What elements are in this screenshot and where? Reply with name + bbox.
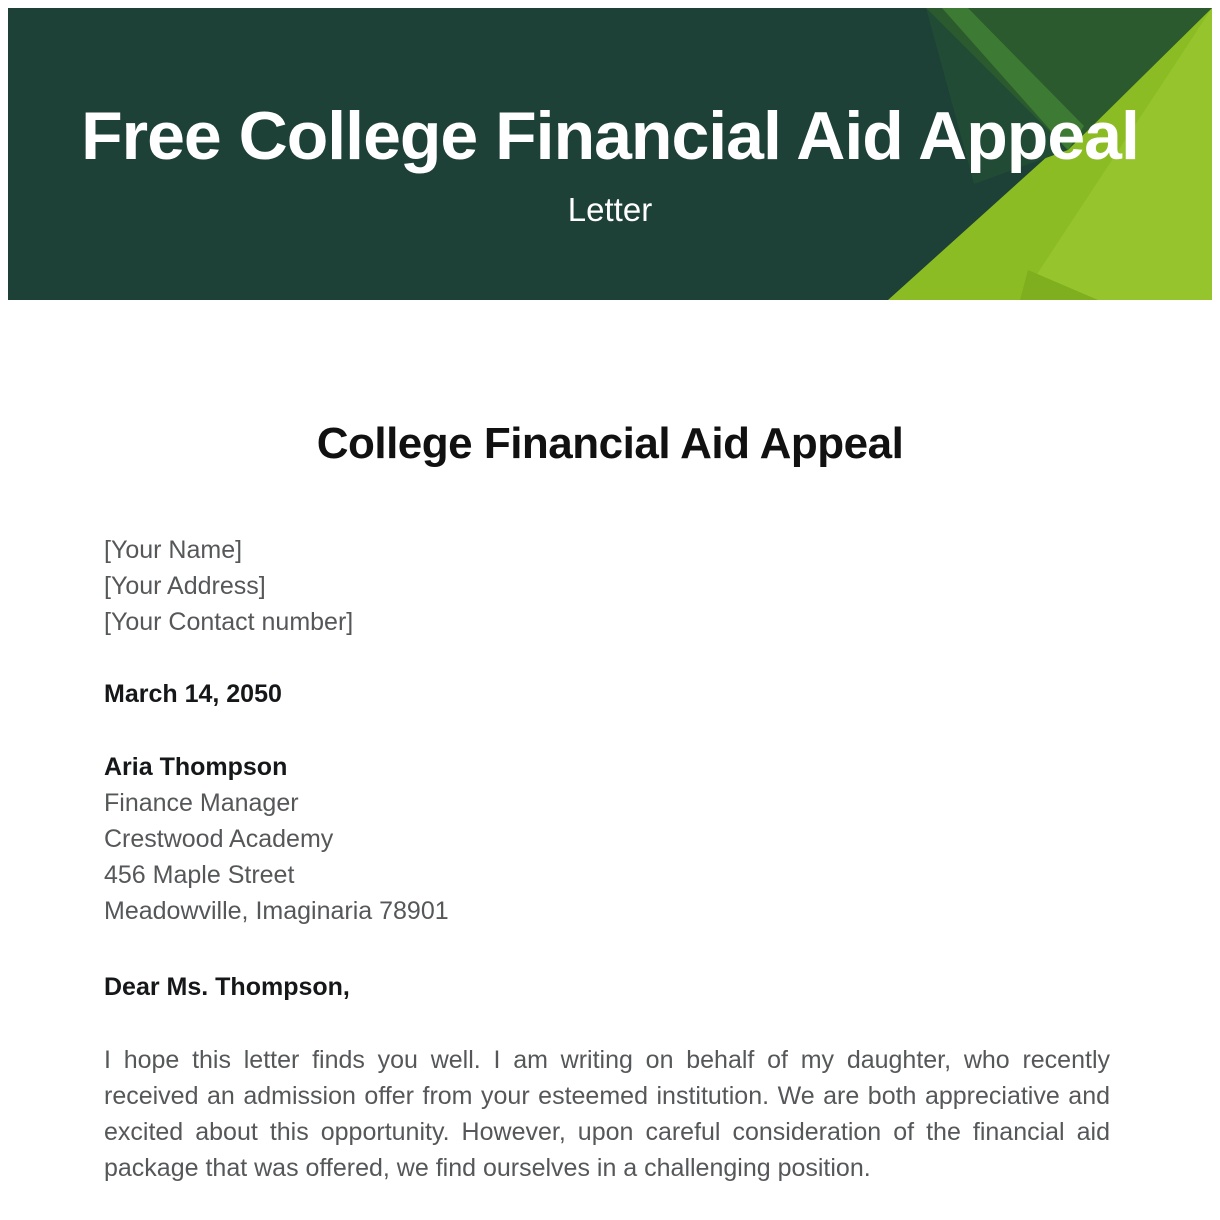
salutation: Dear Ms. Thompson, (104, 973, 350, 1001)
banner-subtitle: Letter (567, 191, 653, 228)
recipient-organization: Crestwood Academy (104, 825, 334, 853)
recipient-city-state-zip: Meadowville, Imaginaria 78901 (104, 897, 449, 925)
body-paragraph-1: I hope this letter finds you well. I am writing on behalf of my daughter, who recently received an admission offer from your esteemed institution. We are both appreciative and excited about this opportunity. However, upon careful consideration of the financial aid package that was offered, we find ourselves in a challenging position. (104, 1046, 1110, 1182)
sender-address-line: [Your Address] (104, 572, 266, 600)
document-title: College Financial Aid Appeal (316, 419, 904, 468)
letter-date-block (104, 676, 1116, 712)
sender-contact-line: [Your Contact number] (104, 608, 354, 636)
header-banner (8, 8, 1212, 300)
sender-name-line: [Your Name] (104, 536, 243, 564)
recipient-street: 456 Maple Street (104, 861, 295, 889)
recipient-name: Aria Thompson (104, 753, 288, 781)
letter-date: March 14, 2050 (104, 680, 282, 708)
salutation-block (104, 969, 1116, 1005)
letter-document (0, 300, 1220, 1211)
banner-title: Free College Financial Aid Appeal (81, 98, 1139, 174)
recipient-address-block (104, 749, 1116, 929)
sender-address-block (104, 532, 1116, 640)
recipient-job-title: Finance Manager (104, 789, 299, 817)
letter-content (0, 532, 1220, 1186)
